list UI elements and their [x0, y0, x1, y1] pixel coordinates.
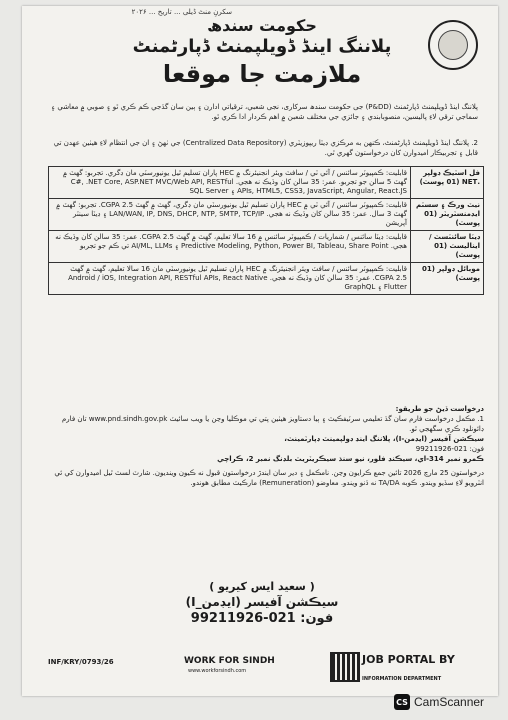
table-row: [49, 199, 484, 231]
top-date-stamp: سکرنِ منٹ ڈیلی ... تاریخ ... ۲۰۲۶: [131, 8, 232, 16]
table-row: [49, 167, 484, 199]
job-description: قابليت: ڪمپيوٽر سائنس / آئي ٽي ۾ HEC پاران تسليم ٿيل يونيورسٽي مان ڊگري، گهٽ ۾ گهٽ CGPA 2.5. تجربو: گهٽ ۾ گهٽ 3 سال. عمر: 35 سالن کان وڌيڪ نه هجي. LAN/WAN, IP, DNS, DHCP, NTP, SMTP, TCP/IP ۽ ڊيٽا سينٽر آپريشن: [49, 199, 411, 231]
department-heading: پلاننگ اینڈ ڈویلپمنٹ ڈپارٹمنٹ: [132, 36, 392, 57]
signature-block: [162, 580, 362, 626]
job-title: ڊيٽا سائنٽسٽ / ايناليسٽ (01 پوسٽ): [411, 231, 484, 263]
ad-reference: INF/KRY/0793/26: [48, 658, 114, 666]
office-address: ڪمرو نمبر 314-اي، سيڪنڊ فلور، نيو سنڌ سيڪريٽريٽ بلڊنگ نمبر 2، ڪراچي: [217, 455, 484, 463]
application-instructions: [48, 404, 484, 488]
repository-paragraph: 2. پلاننگ اینڈ ڈویلپمنٹ ڈپارٹمنٹ، ڪنهن به مرڪزي ڊيٽا ريپوزيٽري (Centralized Data Repository) جي ٺهڻ ۽ ان جي انتظام لاءِ هيٺين عهدن تي قابل ۽ تجربيڪار اميدوارن کان درخواستون گهري ٿي.: [53, 139, 478, 157]
qr-code-icon: [330, 652, 360, 682]
signatory-phone: فون: 021-99211926: [190, 611, 334, 626]
office-line: سيڪشن آفيسر (ايڊمن-I)، پلاننگ اينڊ ڊولپمينٽ ڊپارٽمينٽ،: [284, 435, 484, 443]
job-portal-subtitle: INFORMATION DEPARTMENT: [362, 676, 442, 682]
job-description: قابليت: ڪمپيوٽر سائنس / آئي ٽي / سافٽ ويئر انجنيئرنگ ۾ HEC پاران تسليم ٿيل يونيورسٽي مان ڊگري. تجربو: گهٽ ۾ گهٽ 5 سالن جو تجربو. عمر: 35 سالن کان وڌيڪ نه هجي. C#, .NET Core, ASP.NET MVC/Web API, RESTful APIs, HTML5, CSS3, JavaScript, Angular, React.JS ۽ SQL Server: [49, 167, 411, 199]
work-for-sindh-url: www.workforsindh.com: [188, 668, 247, 674]
job-title: نيٽ ورڪ ۽ سسٽم ايڊمنسٽريٽر (01 پوسٽ): [411, 199, 484, 231]
jobs-table: [48, 166, 484, 295]
application-line: 1. مڪمل درخواست فارم سان گڏ تعليمي سرٽيفڪيٽ ۽ ٻيا دستاويز هيٺين پتي تي موڪليا وڃن يا ويب سائيٽ www.pnd.sindh.gov.pk تان فارم ڊائونلوڊ ڪري سگهجي ٿو.: [61, 415, 484, 433]
camscanner-label: CamScanner: [414, 695, 485, 709]
camscanner-watermark: [394, 694, 484, 710]
job-ad-title: ملازمت جا موقعا: [162, 60, 362, 88]
sindh-government-emblem-icon: [428, 20, 478, 70]
application-note: درخواستون 25 مارچ 2026 تائين جمع ڪرايون وڃن. نامڪمل ۽ دير سان ايندڙ درخواستون قبول نه ڪيون وينديون. شارٽ لسٽ ٿيل اميدوارن کي ئي انٽرويو لاءِ سڏيو ويندو. ڪوبه TA/DA نه ڏنو ويندو. معاوضو (Remuneration) مارڪيٽ مطابق هوندو.: [54, 469, 484, 487]
application-heading: درخواست ڏيڻ جو طريقو:: [395, 405, 484, 413]
signatory-designation: سيڪشن آفيسر (ايڊمن_I): [185, 595, 339, 609]
office-phone: فون: 021-99211926: [415, 445, 484, 453]
government-heading: حکومت سندھ: [207, 16, 317, 35]
intro-paragraph: پلاننگ اینڈ ڈویلپمنٹ ڈپارٹمنٹ (P&DD) جی حکومت سندھ سرکاری، نجی شعبي، ترقياتي ادارن ۽ ٻين سان گڏجي ڪم ڪري ٿو ۽ صوبي ۾ معاشي ۽ سماجي ترقي لاءِ پاليسين، منصوبابندي ۽ جائزي جي مختلف شعبن ۾ اهم ڪردار ادا ڪري ٿو.: [51, 103, 478, 121]
job-description: قابليت: ڊيٽا سائنس / شماريات / ڪمپيوٽر سائنس ۾ 16 سالا تعليم، گهٽ ۾ گهٽ CGPA 2.5. عمر: 35 سالن کان وڌيڪ نه هجي. Predictive Modeling, Python, Power BI, Tableau, Share Point ۽ AI/ML, LLMs تي ڪم جو تجربو: [49, 231, 411, 263]
job-description: قابليت: ڪمپيوٽر سائنس / سافٽ ويئر انجنيئرنگ ۾ HEC پاران تسليم ٿيل يونيورسٽي مان 16 سالا تعليم، گهٽ ۾ گهٽ CGPA 2.5. عمر: 35 سالن کان وڌيڪ نه هجي. Android / iOS, Integration API, RESTful APIs, React Native Flutter ۽ GraphQL: [49, 263, 411, 295]
work-for-sindh-logo: WORK FOR SINDH: [184, 656, 275, 666]
table-row: [49, 231, 484, 263]
signatory-name: ( سعيد ايس کيريو ): [209, 580, 315, 593]
ad-footer: [48, 653, 484, 686]
job-portal-logo: JOB PORTAL BY: [362, 653, 455, 666]
table-row: [49, 263, 484, 295]
newspaper-clipping: [22, 6, 498, 696]
job-title: موبائل ڊولپر (01 پوسٽ): [411, 263, 484, 295]
camscanner-icon: CS: [394, 694, 410, 710]
job-title: فل اسٽيڪ ڊولپر .NET (01 پوسٽ): [411, 167, 484, 199]
